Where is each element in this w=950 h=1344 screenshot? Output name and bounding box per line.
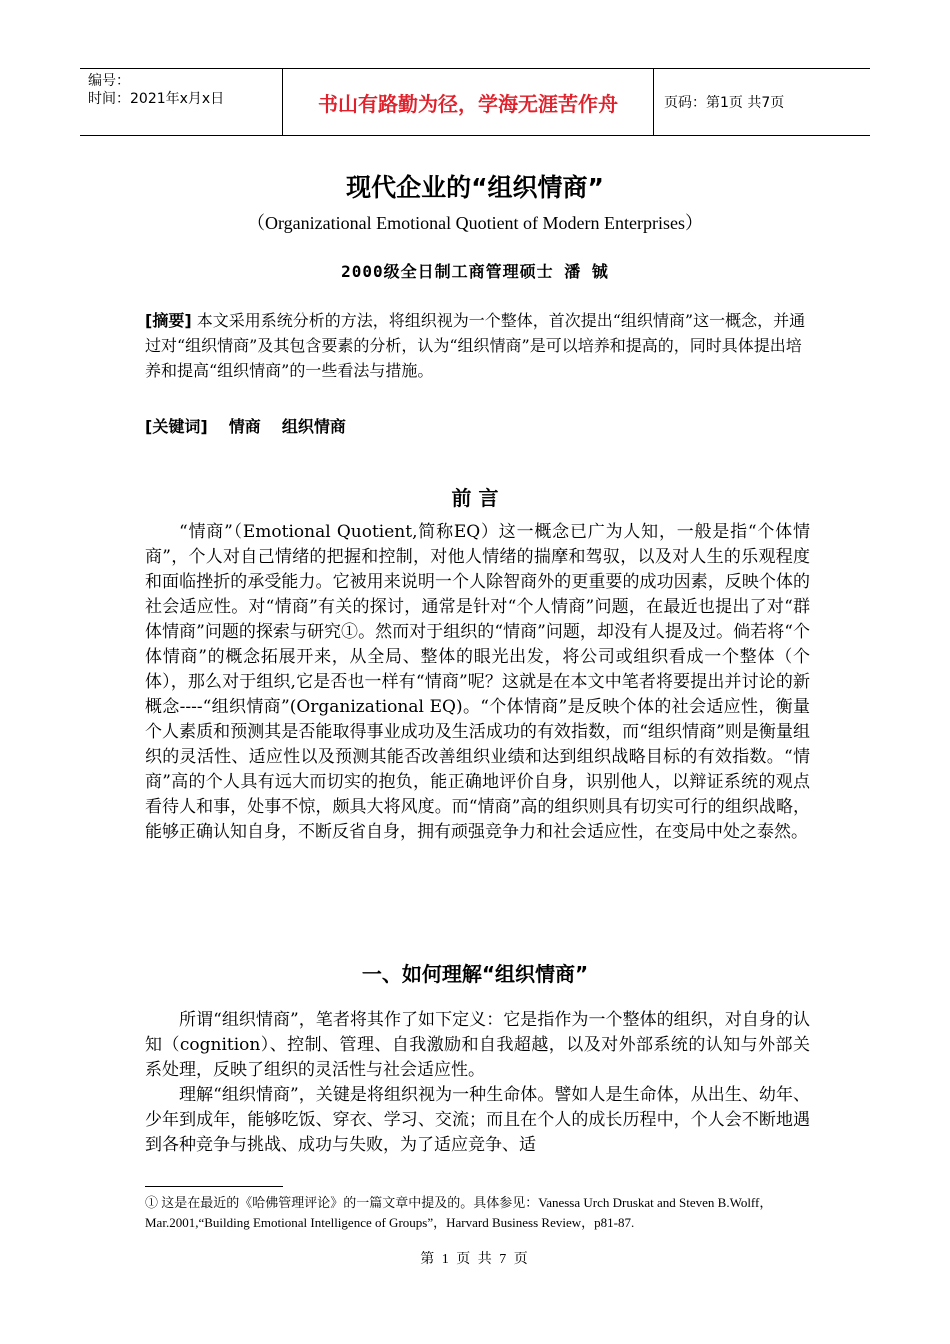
keywords [145,414,810,437]
abstract-text: 本文采用系统分析的方法，将组织视为一个整体，首次提出“组织情商”这一概念，并通过对“组织情商”及其包含要素的分析，认为“组织情商”是可以培养和提高的，同时具体提出培养和提高“组织情商”的一些看法与措施。 [145,311,806,380]
article-subtitle: （Organizational Emotional Quotient of Modern Enterprises） [246,213,704,233]
article-author: 2000级全日制工商管理硕士 潘 铖 [341,262,609,281]
page-footer: 第 1 页 共 7 页 [420,1252,530,1267]
section1-heading: 一、如何理解“组织情商” [361,962,589,986]
abstract-label: [摘要] [145,311,192,330]
keywords-label: [关键词] [145,417,208,436]
number-label: 编号： [88,73,130,89]
keyword-item: 组织情商 [281,417,346,436]
time-label: 时间：2021年x月x日 [88,91,225,107]
preface-paragraph: “情商”（Emotional Quotient,简称EQ）这一概念已广为人知，一般是指“个体情商”，个人对自己情绪的把握和控制，对他人情绪的揣摩和驾驭，以及对人生的乐观程度和面临挫折的承受能力。它被用来说明一个人除智商外的更重要的成功因素，反映个体的社会适应性。对“情商”有关的探讨，通常是针对“个人情商”问题，在最近也提出了对“群体情商”问题的探索与研究①。然而对于组织的“情商”问题，却没有人提及过。倘若将“个体情商”的概念拓展开来，从全局、整体的眼光出发，将公司或组织看成一个整体（个体），那么对于组织,它是否也一样有“情商”呢？这就是在本文中笔者将要提出并讨论的新概念----“组织情商”(Organizational EQ)。“个体情商”是反映个体的社会适应性，衡量个人素质和预测其是否能取得事业成功及生活成功的有效指数，而“组织情商”则是衡量组织的灵活性、适应性以及预测其能否改善组织业绩和达到组织战略目标的有效指数。“情商”高的个人具有远大而切实的抱负，能正确地评价自身，识别他人，以辩证系统的观点看待人和事，处事不惊，颇具大将风度。而“情商”高的组织则具有切实可行的组织战略，能够正确认知自身，不断反省自身，拥有顽强竞争力和社会适应性，在变局中处之泰然。 [145,522,810,842]
footnote: ① 这是在最近的《哈佛管理评论》的一篇文章中提及的。具体参见：Vanessa Urch Druskat and Steven B.Wolff， Mar.2001,“Building Emotional Intelligence of Groups”，Harvard Business Review，p81-87. [145,1195,773,1230]
keyword-item: 情商 [228,417,261,436]
article-title: 现代企业的“组织情商” [346,173,604,202]
abstract [145,308,810,383]
preface-heading: 前 言 [451,486,499,510]
section1-paragraph-2: 理解“组织情商”，关键是将组织视为一种生命体。譬如人是生命体，从出生、幼年、少年到成年，能够吃饭、穿衣、学习、交流；而且在个人的成长历程中，个人会不断地遇到各种竞争与挑战、成功与失败，为了适应竞争、适 [145,1085,810,1155]
section1-paragraph-1: 所谓“组织情商”，笔者将其作了如下定义：它是指作为一个整体的组织，对自身的认知（cognition）、控制、管理、自我激励和自我超越，以及对外部系统的认知与外部关系处理，反映了组织的灵活性与社会适应性。 [145,1010,810,1080]
page-header [80,68,870,136]
header-motto: 书山有路勤为径，学海无涯苦作舟 [282,69,654,135]
header-page-info: 页码：第1页 共7页 [664,95,785,111]
header-meta [80,69,282,135]
footnote-divider [145,1186,283,1187]
